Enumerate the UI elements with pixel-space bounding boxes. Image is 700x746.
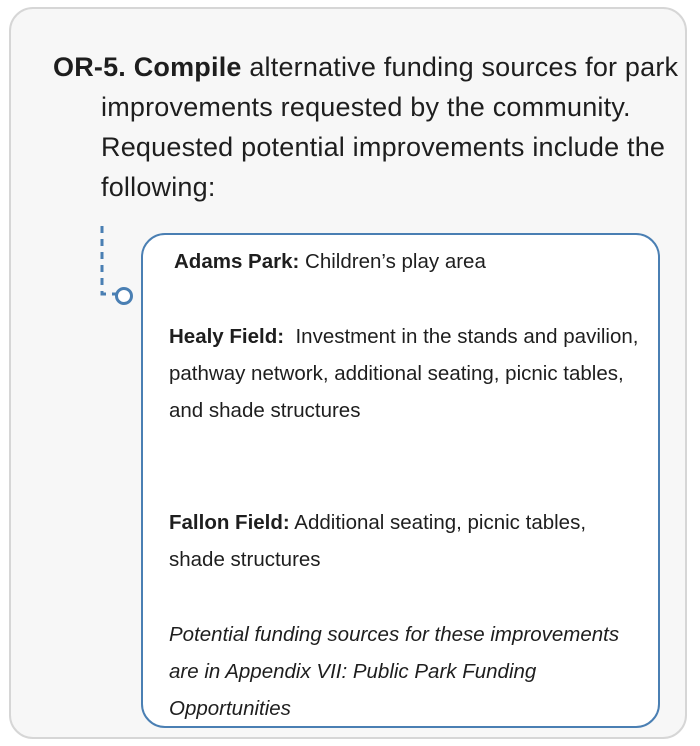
connector-node — [117, 289, 132, 304]
park-details: Investment in the stands and pavilion, pathway network, additional seating, picnic tables, and shade structures — [169, 325, 639, 422]
park-name: Healy Field: — [169, 325, 285, 348]
connector-line — [98, 224, 138, 310]
objective-text: alternative funding sources for park improvements requested by the community. Requested potential improvements include the following: — [101, 52, 679, 202]
improvement-adams-park — [174, 243, 644, 280]
funding-note: Potential funding sources for these improvements are in Appendix VII: Public Park Funding Opportunities — [169, 623, 620, 720]
park-name: Adams Park: — [174, 250, 300, 273]
objective-statement — [53, 47, 700, 207]
improvement-healy-field — [169, 318, 639, 429]
park-details: Additional seating, picnic tables, shade structures — [169, 511, 587, 571]
park-name: Fallon Field: — [169, 511, 290, 534]
improvements-card — [141, 233, 660, 728]
improvement-fallon-field — [169, 504, 639, 578]
park-details: Children’s play area — [305, 250, 486, 273]
objective-code: OR-5. Compile — [53, 52, 242, 82]
